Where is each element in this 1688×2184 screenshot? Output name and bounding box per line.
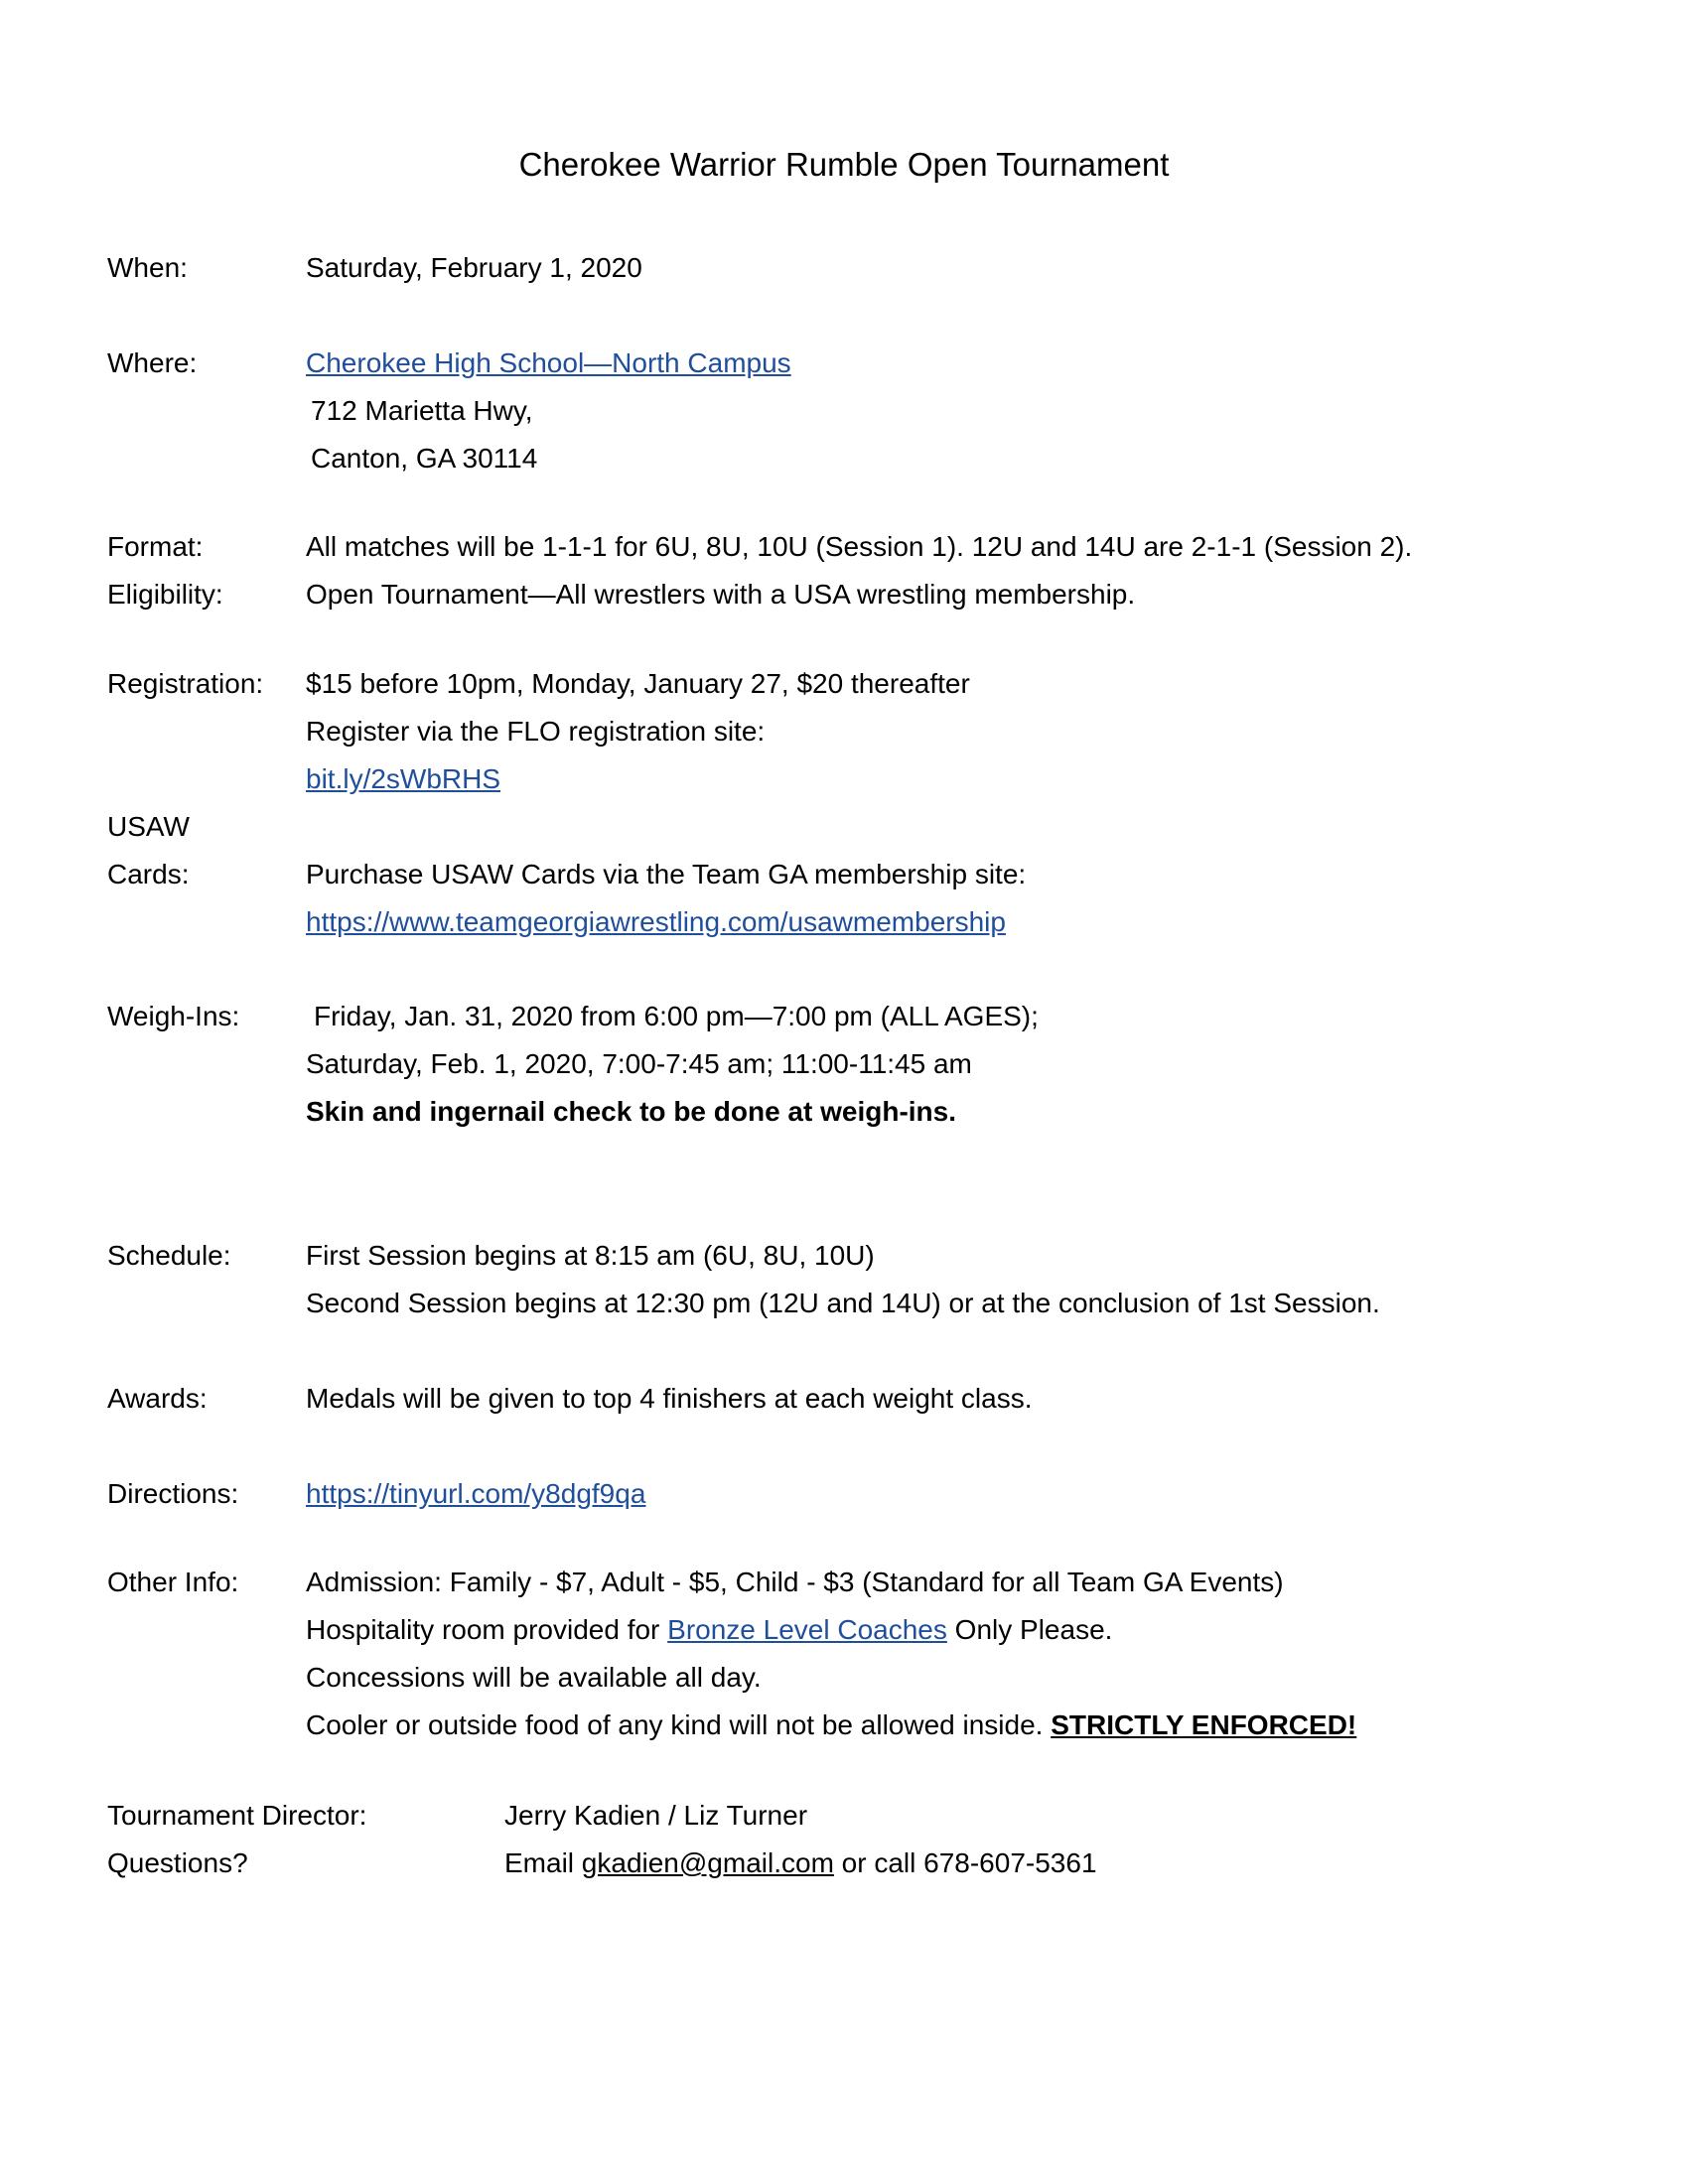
format-label: Format: <box>107 531 204 562</box>
page-title: Cherokee Warrior Rumble Open Tournament <box>518 146 1170 183</box>
weighins-saturday: Saturday, Feb. 1, 2020, 7:00-7:45 am; 11:00-11:45 am <box>306 1048 972 1079</box>
when-label: When: <box>107 252 188 283</box>
directions-link[interactable]: https://tinyurl.com/y8dgf9qa <box>306 1478 646 1509</box>
eligibility-label: Eligibility: <box>107 579 223 610</box>
bronze-coaches-link[interactable]: Bronze Level Coaches <box>667 1614 947 1645</box>
other-hospitality <box>306 1606 1356 1654</box>
registration-label: Registration: <box>107 668 264 699</box>
awards-label: Awards: <box>107 1383 208 1414</box>
weighins-skin-check: Skin and ingernail check to be done at weigh-ins. <box>306 1096 957 1127</box>
eligibility-value: Open Tournament—All wrestlers with a USA wrestling membership. <box>306 579 1136 610</box>
address-line2: Canton, GA 30114 <box>311 443 538 474</box>
directions-label: Directions: <box>107 1478 239 1509</box>
where-label: Where: <box>107 347 198 378</box>
registration-link[interactable]: bit.ly/2sWbRHS <box>306 763 501 794</box>
other-cooler-policy <box>306 1702 1356 1749</box>
registration-instructions: Register via the FLO registration site: <box>306 716 766 747</box>
schedule-first-session: First Session begins at 8:15 am (6U, 8U, 10U) <box>306 1240 875 1271</box>
format-value: All matches will be 1-1-1 for 6U, 8U, 10U (Session 1). 12U and 14U are 2-1-1 (Session 2). <box>306 531 1413 562</box>
when-value: Saturday, February 1, 2020 <box>306 252 642 283</box>
usaw-label-line2: Cards: <box>107 859 190 889</box>
questions-label: Questions? <box>107 1847 248 1878</box>
director-value: Jerry Kadien / Liz Turner <box>504 1800 808 1831</box>
director-label: Tournament Director: <box>107 1800 367 1831</box>
strictly-enforced: STRICTLY ENFORCED! <box>1051 1709 1357 1740</box>
usaw-instructions: Purchase USAW Cards via the Team GA membership site: <box>306 859 1027 889</box>
hospitality-prefix: Hospitality room provided for <box>306 1614 668 1645</box>
schedule-second-session: Second Session begins at 12:30 pm (12U and 14U) or at the conclusion of 1st Session. <box>306 1288 1380 1318</box>
questions-prefix: Email <box>504 1847 582 1878</box>
other-admission: Admission: Family - $7, Adult - $5, Child - $3 (Standard for all Team GA Events) <box>306 1567 1284 1597</box>
questions-phone: or call 678-607-5361 <box>833 1847 1097 1878</box>
venue-link[interactable]: Cherokee High School—North Campus <box>306 347 791 378</box>
usaw-label-line1: USAW <box>107 811 190 842</box>
schedule-label: Schedule: <box>107 1240 231 1271</box>
usaw-membership-link[interactable]: https://www.teamgeorgiawrestling.com/usawmembership <box>306 906 1006 937</box>
awards-value: Medals will be given to top 4 finishers at each weight class. <box>306 1383 1033 1414</box>
weighins-friday: Friday, Jan. 31, 2020 from 6:00 pm—7:00 pm (ALL AGES); <box>314 1001 1039 1031</box>
questions-contact <box>504 1840 1097 1887</box>
registration-fee: $15 before 10pm, Monday, January 27, $20 thereafter <box>306 668 970 699</box>
weighins-label: Weigh-Ins: <box>107 1001 240 1031</box>
cooler-policy-text: Cooler or outside food of any kind will not be allowed inside. <box>306 1709 1052 1740</box>
hospitality-suffix: Only Please. <box>946 1614 1113 1645</box>
email-link[interactable]: gkadien@gmail.com <box>581 1847 834 1878</box>
address-line1: 712 Marietta Hwy, <box>311 395 533 426</box>
other-concessions: Concessions will be available all day. <box>306 1662 762 1693</box>
other-info-label: Other Info: <box>107 1567 239 1597</box>
